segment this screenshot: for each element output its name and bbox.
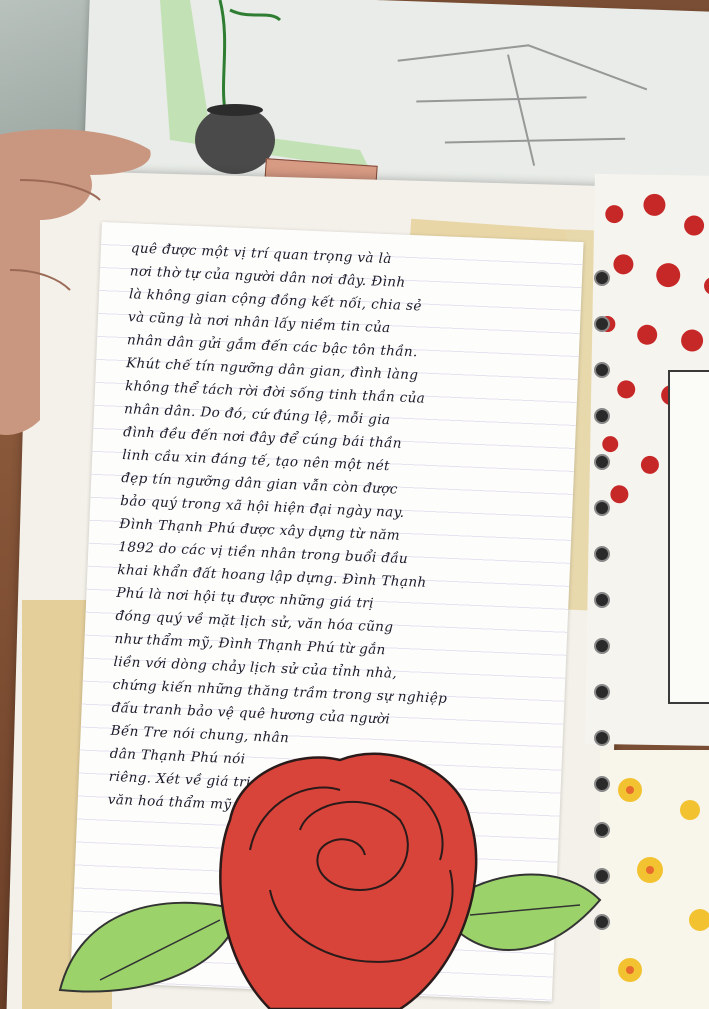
text-line: nhân dân gửi gắm đến các bậc tôn thần. xyxy=(126,332,419,361)
text-line: linh cầu xin đáng tế, tạo nên một nét xyxy=(121,447,391,475)
text-line: Khút chế tín ngưỡng dân gian, đình làng xyxy=(125,355,419,384)
text-line: nơi thờ tự của người dân nơi đây. Đình xyxy=(129,263,406,291)
rose-bloom xyxy=(220,754,476,1009)
text-line: chứng kiến những thăng trầm trong sự nghiệp xyxy=(112,676,448,707)
text-line: như thẩm mỹ, Đình Thạnh Phú từ gắn xyxy=(114,630,387,659)
text-line: nhân dân. Do đó, cứ đúng lệ, mỗi gia xyxy=(123,401,391,429)
text-line: Đình Thạnh Phú được xây dựng từ năm xyxy=(119,515,401,544)
text-line: đình đều đến nơi đây để cúng bái thần xyxy=(122,424,403,452)
rose-cutout xyxy=(40,740,610,1009)
text-line: 1892 do các vị tiền nhân trong buổi đầu xyxy=(118,538,409,568)
text-line: đóng quý về mặt lịch sử, văn hóa cũng xyxy=(115,607,394,636)
yellow-flower-pattern xyxy=(600,750,709,1009)
text-line: riêng. Xét về giá trị xyxy=(108,768,252,791)
text-line: văn hoá thẩm mỹ xyxy=(107,791,232,813)
yellow-flower-paper xyxy=(600,750,709,1009)
hand xyxy=(0,120,160,450)
text-line: dân Thạnh Phú nói xyxy=(109,745,246,768)
text-line: bảo quý trong xã hội hiện đại ngày nay. xyxy=(119,493,405,521)
text-line: khai khẩn đất hoang lập dựng. Đình Thạnh xyxy=(117,561,427,591)
text-line: đấu tranh bảo vệ quê hương của người xyxy=(111,699,391,728)
text-line: liền với dòng chảy lịch sử của tỉnh nhà, xyxy=(113,653,398,682)
text-line: là không gian cộng đồng kết nối, chia sẻ xyxy=(128,286,423,315)
text-line: quê được một vị trí quan trọng và là xyxy=(130,240,393,268)
text-line: đẹp tín ngưỡng dân gian vẫn còn được xyxy=(120,470,399,498)
side-card xyxy=(668,370,709,704)
text-line: và cũng là nơi nhân lấy niềm tin của xyxy=(127,309,391,337)
text-line: Phú là nơi hội tụ được những giá trị xyxy=(116,584,375,612)
text-line: không thể tách rời đời sống tinh thần của xyxy=(124,378,426,407)
pencil-sketch xyxy=(384,20,669,190)
text-line: Bến Tre nói chung, nhân xyxy=(110,722,290,747)
